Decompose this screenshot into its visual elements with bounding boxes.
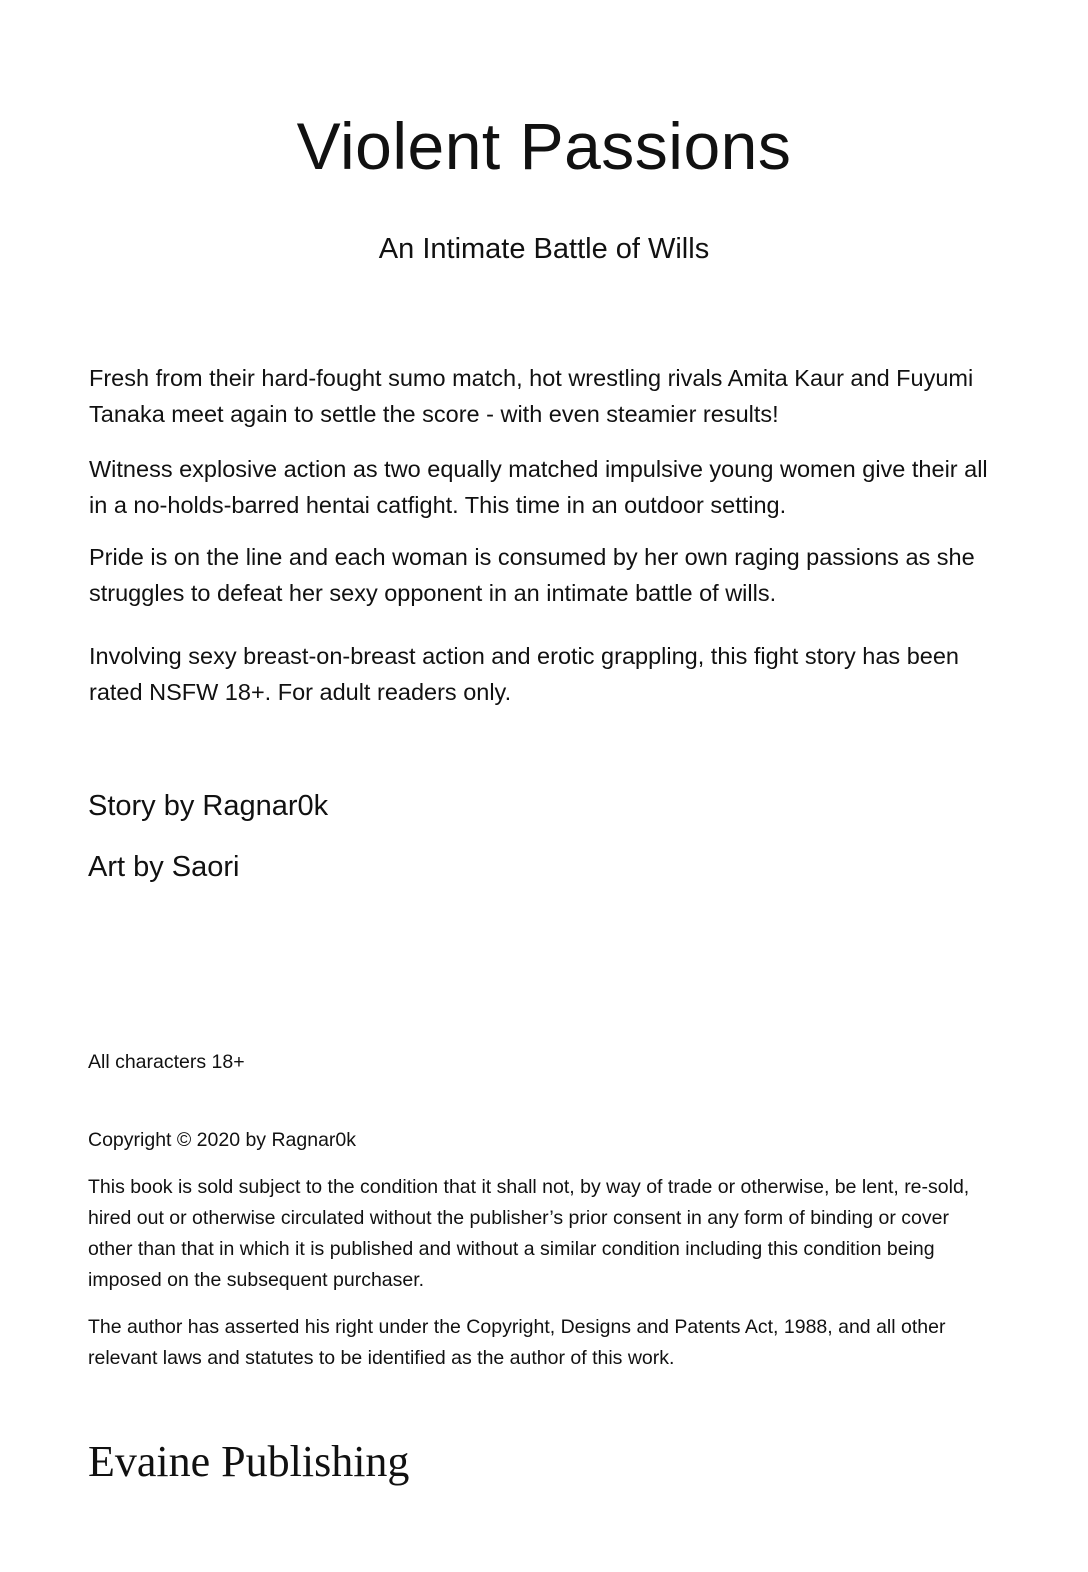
sale-condition-notice: This book is sold subject to the condition that it shall not, by way of trade or otherwise, be lent, re-sold, hired out or otherwise circulated without the publisher’s prior consent in any form of binding or cover other than that in which it is published and without a similar condition including this condition being imposed on the subsequent purchaser.	[88, 1176, 970, 1291]
blurb-paragraph-3: Pride is on the line and each woman is consumed by her own raging passions as she struggles to defeat her sexy opponent in an intimate battle of wills.	[89, 544, 975, 606]
book-subtitle: An Intimate Battle of Wills	[378, 233, 710, 265]
blurb-paragraph-4: Involving sexy breast-on-breast action and erotic grappling, this fight story has been rated NSFW 18+. For adult readers only.	[89, 643, 959, 705]
blurb-paragraph-1: Fresh from their hard-fought sumo match, hot wrestling rivals Amita Kaur and Fuyumi Tanaka meet again to settle the score - with even steamier results!	[89, 365, 974, 427]
copyright-line: Copyright © 2020 by Ragnar0k	[88, 1129, 357, 1151]
art-credit: Art by Saori	[88, 851, 240, 883]
blurb-paragraph-2: Witness explosive action as two equally matched impulsive young women give their all in a no-holds-barred hentai catfight. This time in an outdoor setting.	[89, 456, 988, 518]
story-credit: Story by Ragnar0k	[88, 790, 329, 822]
publisher-name: Evaine Publishing	[88, 1437, 410, 1486]
book-title: Violent Passions	[296, 109, 792, 183]
author-rights-notice: The author has asserted his right under the Copyright, Designs and Patents Act, 1988, and all other relevant laws and statutes to be identified as the author of this work.	[88, 1316, 946, 1369]
characters-notice: All characters 18+	[88, 1051, 245, 1073]
